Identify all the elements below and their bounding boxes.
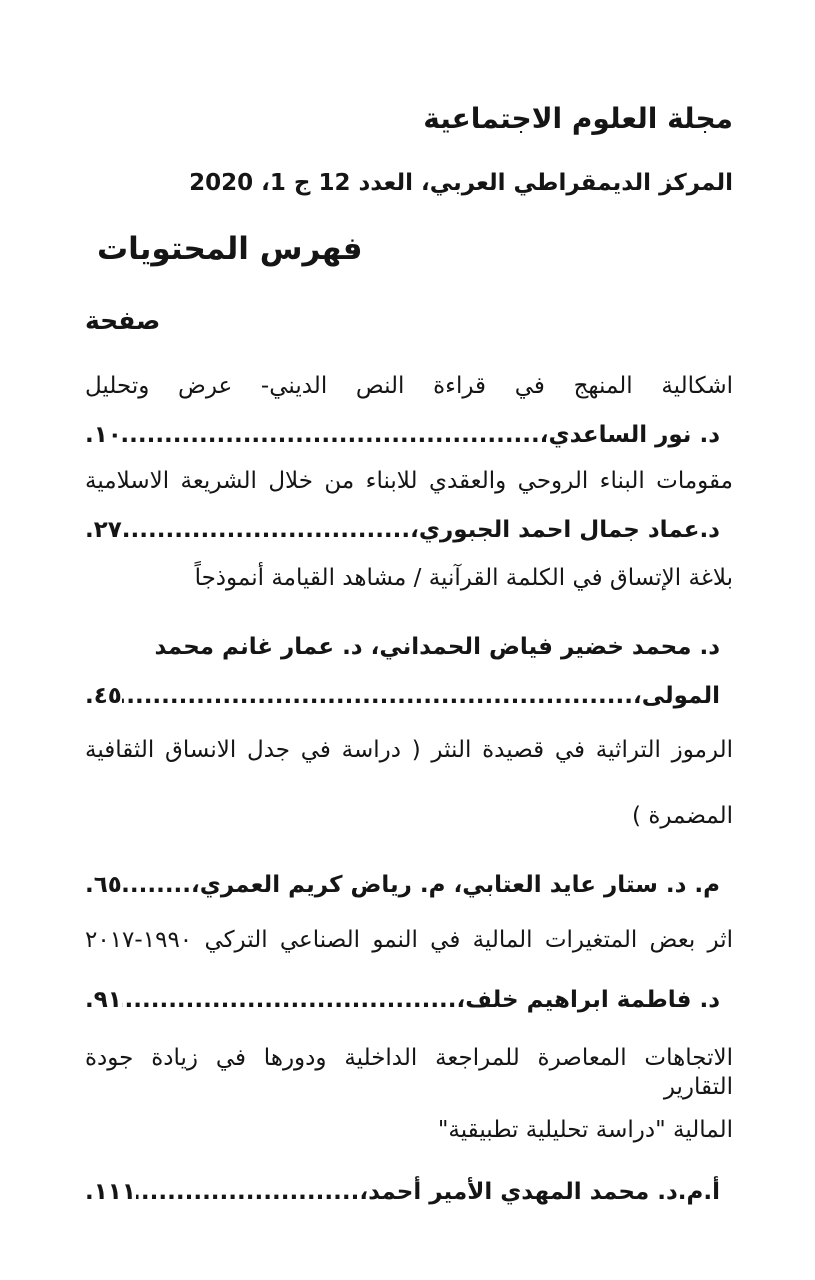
- entry-3-page-number: ٤٥.: [85, 683, 122, 709]
- dot-leader: [122, 421, 540, 450]
- issue-line: المركز الديمقراطي العربي، العدد 12 ج 1، 2020: [189, 170, 733, 196]
- entry-4-page-number: ٦٥.: [85, 872, 122, 898]
- entry-6-title-line-2: المالية "دراسة تحليلية تطبيقية": [437, 1117, 733, 1143]
- entry-4-author-names: م. د. ستار عايد العتابي، م. رياض كريم العمري،: [191, 872, 720, 898]
- entry-3-author-names: المولى،: [632, 683, 720, 709]
- journal-title: مجلة العلوم الاجتماعية: [423, 102, 733, 135]
- entry-3-author-names-line: د. محمد خضير فياض الحمداني، د. عمار غانم محمد: [154, 634, 720, 660]
- entry-6-page-number: ١١١.: [85, 1179, 136, 1205]
- entry-4-title-line-1: الرموز التراثية في قصيدة النثر ( دراسة في جدل الانساق الثقافية: [85, 737, 733, 763]
- entry-4-author-leader-line: [85, 871, 733, 900]
- entry-5-author-leader-line: [85, 986, 733, 1015]
- entry-6-author-names: أ.م.د. محمد المهدي الأمير أحمد،: [359, 1179, 720, 1205]
- entry-4-title-line-2: المضمرة ): [632, 803, 733, 829]
- entry-5-author-names: د. فاطمة ابراهيم خلف،: [456, 987, 720, 1013]
- entry-1-title-line: اشكالية المنهج في قراءة النص الديني- عرض وتحليل: [85, 373, 733, 399]
- dot-leader: [122, 871, 191, 900]
- entry-3-author-leader-line: [85, 682, 733, 711]
- entry-2-title-line: مقومات البناء الروحي والعقدي للابناء من خلال الشريعة الاسلامية: [85, 468, 733, 494]
- entry-3-title-line: بلاغة الإتساق في الكلمة القرآنية / مشاهد القيامة أنموذجاً: [194, 565, 733, 591]
- toc-heading: فهرس المحتويات: [97, 231, 363, 267]
- entry-2-page-number: ٢٧.: [85, 517, 122, 543]
- entry-1-author-leader-line: [85, 421, 733, 450]
- entry-6-title-line-1: الاتجاهات المعاصرة للمراجعة الداخلية ودورها في زيادة جودة التقارير: [85, 1045, 733, 1100]
- entry-5-title-line: اثر بعض المتغيرات المالية في النمو الصناعي التركي ١٩٩٠-٢٠١٧: [85, 927, 733, 953]
- dot-leader: [136, 1178, 359, 1207]
- dot-leader: [122, 516, 410, 545]
- dot-leader: [122, 986, 457, 1015]
- entry-5-page-number: ٩١.: [85, 987, 122, 1013]
- entry-2-author-leader-line: [85, 516, 733, 545]
- page-column-label: صفحة: [85, 306, 161, 335]
- entry-1-page-number: ١٠.: [85, 422, 122, 448]
- dot-leader: [122, 682, 633, 711]
- entry-6-author-leader-line: [85, 1178, 733, 1207]
- entry-2-author-names: د.عماد جمال احمد الجبوري،: [410, 517, 720, 543]
- entry-1-author-names: د. نور الساعدي،: [539, 422, 720, 448]
